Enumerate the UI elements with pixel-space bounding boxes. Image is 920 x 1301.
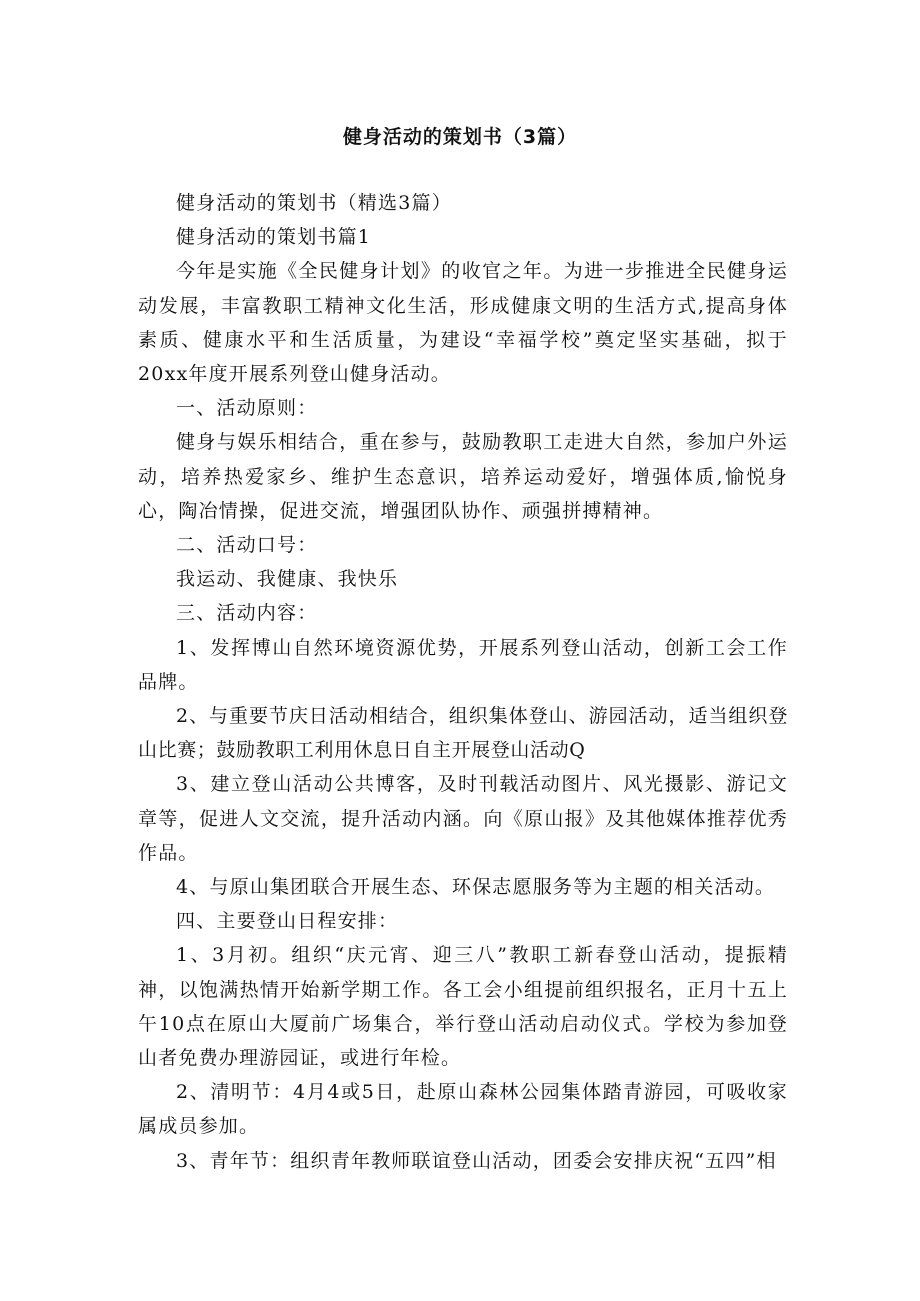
paragraph-content-item-3: 3、建立登山活动公共博客，及时刊载活动图片、风光摄影、游记文章等，促进人文交流，提升活动内涵。向《原山报》及其他媒体推荐优秀作品。 <box>138 773 788 864</box>
document-body <box>138 186 788 1178</box>
paragraph-schedule-item-1: 1、3月初。组织“庆元宵、迎三八”教职工新春登山活动，提振精神，以饱满热情开始新学期工作。各工会小组提前组织报名，正月十五上午10点在原山大厦前广场集合，举行登山活动启动仪式。学校为参加登山者免费办理游园证，或进行年检。 <box>138 944 788 1070</box>
paragraph-heading-content: 三、活动内容： <box>176 602 318 625</box>
document-title: 健身活动的策划书（3篇） <box>342 126 578 148</box>
paragraph-intro: 今年是实施《全民健身计划》的收官之年。为进一步推进全民健身运动发展，丰富教职工精神文化生活，形成健康文明的生活方式,提高身体素质、健康水平和生活质量，为建设“幸福学校”奠定坚实基础，拟于20xx年度开展系列登山健身活动。 <box>138 260 788 386</box>
paragraph-heading-schedule: 四、主要登山日程安排： <box>176 910 399 933</box>
paragraph-slogan: 我运动、我健康、我快乐 <box>176 568 399 591</box>
paragraph-heading-slogan: 二、活动口号： <box>176 534 318 557</box>
paragraph-content-item-2: 2、与重要节庆日活动相结合，组织集体登山、游园活动，适当组织登山比赛；鼓励教职工利用休息日自主开展登山活动Q <box>138 705 788 762</box>
paragraph-schedule-item-2: 2、清明节：4月4或5日，赴原山森林公园集体踏青游园，可吸收家属成员参加。 <box>138 1081 788 1138</box>
paragraph-content-item-4: 4、与原山集团联合开展生态、环保志愿服务等为主题的相关活动。 <box>176 876 776 899</box>
paragraph-schedule-item-3: 3、青年节：组织青年教师联谊登山活动，团委会安排庆祝“五四”相 <box>176 1149 777 1172</box>
paragraph-section-heading: 健身活动的策划书篇1 <box>176 226 372 249</box>
paragraph-content-item-1: 1、发挥博山自然环境资源优势，开展系列登山活动，创新工会工作品牌。 <box>138 636 788 693</box>
paragraph-subtitle: 健身活动的策划书（精选3篇） <box>176 192 452 214</box>
paragraph-principles: 健身与娱乐相结合，重在参与，鼓励教职工走进大自然，参加户外运动，培养热爱家乡、维护生态意识，培养运动爱好，增强体质,愉悦身心，陶冶情操，促进交流，增强团队协作、顽强拼搏精神。 <box>138 431 788 522</box>
paragraph-heading-principles: 一、活动原则： <box>176 397 318 420</box>
